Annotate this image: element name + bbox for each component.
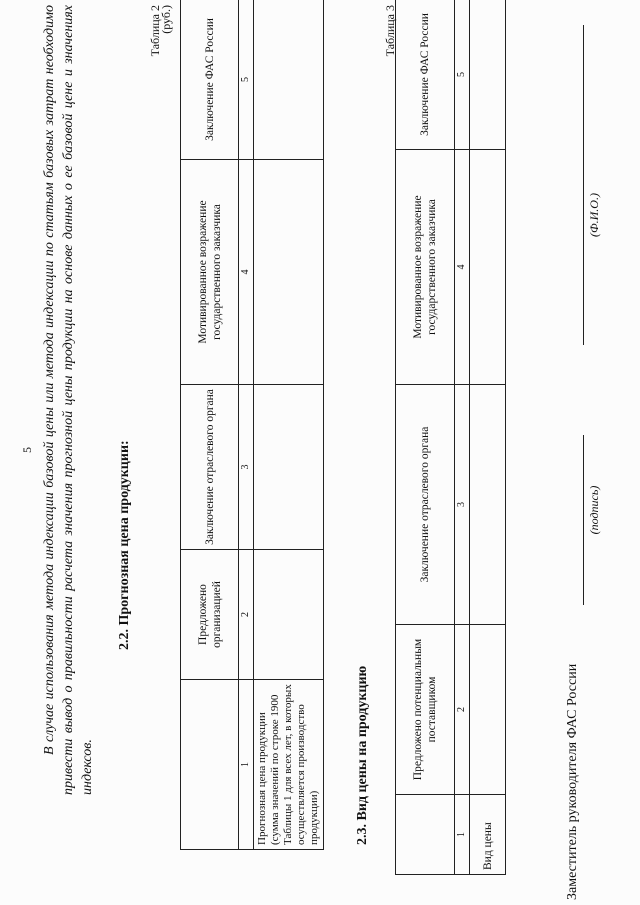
section-2-2-heading: 2.2. Прогнозная цена продукции: [117,440,132,650]
table-3-number-cell: 4 [455,150,470,385]
table-2-header-cell: Заключение отраслевого органа [181,385,239,550]
table-2-number-cell: 1 [239,680,254,850]
table-3-empty-cell [470,0,506,150]
table-3-empty-cell [470,385,506,625]
name-hint: (Ф.И.О.) [587,193,601,237]
table-2-number-cell: 4 [239,160,254,385]
table-3-number-cell: 3 [455,385,470,625]
table-3-header-row [396,0,455,875]
name-line [583,25,584,345]
table-3 [395,0,506,875]
table-2-row-label: Прогнозная цена продукции (сумма значений по строке 1900 Таблицы 1 для всех лет, в которых осуществляется производство продукции) [254,680,324,850]
table-2-number-cell: 5 [239,0,254,160]
table-2-header-cell: Предложено организацией [181,550,239,680]
signature-line [583,435,584,605]
table-3-empty-cell [470,150,506,385]
table-3-header-cell: Заключение ФАС России [396,0,455,150]
table-3-header-cell: Предложено потенциальным поставщиком [396,625,455,795]
table-2-header-cell: Заключение ФАС России [181,0,239,160]
table-2-empty-cell [254,0,324,160]
table-3-number-cell: 1 [455,795,470,875]
table-2-empty-cell [254,160,324,385]
table-2-empty-cell [254,550,324,680]
table-2-header-row [181,0,239,850]
table-2-number-cell: 3 [239,385,254,550]
table-3-data-row [470,0,506,875]
table-3-number-row [455,0,470,875]
table-3-empty-cell [470,625,506,795]
table-3-header-cell: Мотивированное возражение государственного заказчика [396,150,455,385]
signature-label: Заместитель руководителя ФАС России [565,663,580,900]
table-2-number-cell: 2 [239,550,254,680]
table-2-number-row [239,0,254,850]
table-2-header-cell: Мотивированное возражение государственного заказчика [181,160,239,385]
table-2-empty-cell [254,385,324,550]
table-2 [180,0,324,850]
table-3-header-cell: Заключение отраслевого органа [396,385,455,625]
table-3-caption: Таблица 3 [383,5,397,57]
page-number: 5 [20,447,34,453]
table-2-caption [150,5,172,105]
table-3-number-cell: 5 [455,0,470,150]
table-2-data-row [254,0,324,850]
table-2-header-cell [181,680,239,850]
paragraph-text [40,5,97,795]
table-2-unit: (руб.) [159,5,173,34]
table-3-row-label: Вид цены [470,795,506,875]
table-3-header-cell [396,795,455,875]
section-2-3-heading: 2.3. Вид цены на продукцию [355,665,370,845]
paragraph-body: В случае использования метода индексации базовой цены или метода индексации по статьям базовых затрат необходимо привести вывод о правильности расчета значения прогнозной цены продукции на основе данных о ее базовой цене и значениях индексов. [42,5,95,795]
table-2-title: Таблица 2 [148,5,162,57]
table-3-number-cell: 2 [455,625,470,795]
signature-hint: (подпись) [587,485,601,535]
